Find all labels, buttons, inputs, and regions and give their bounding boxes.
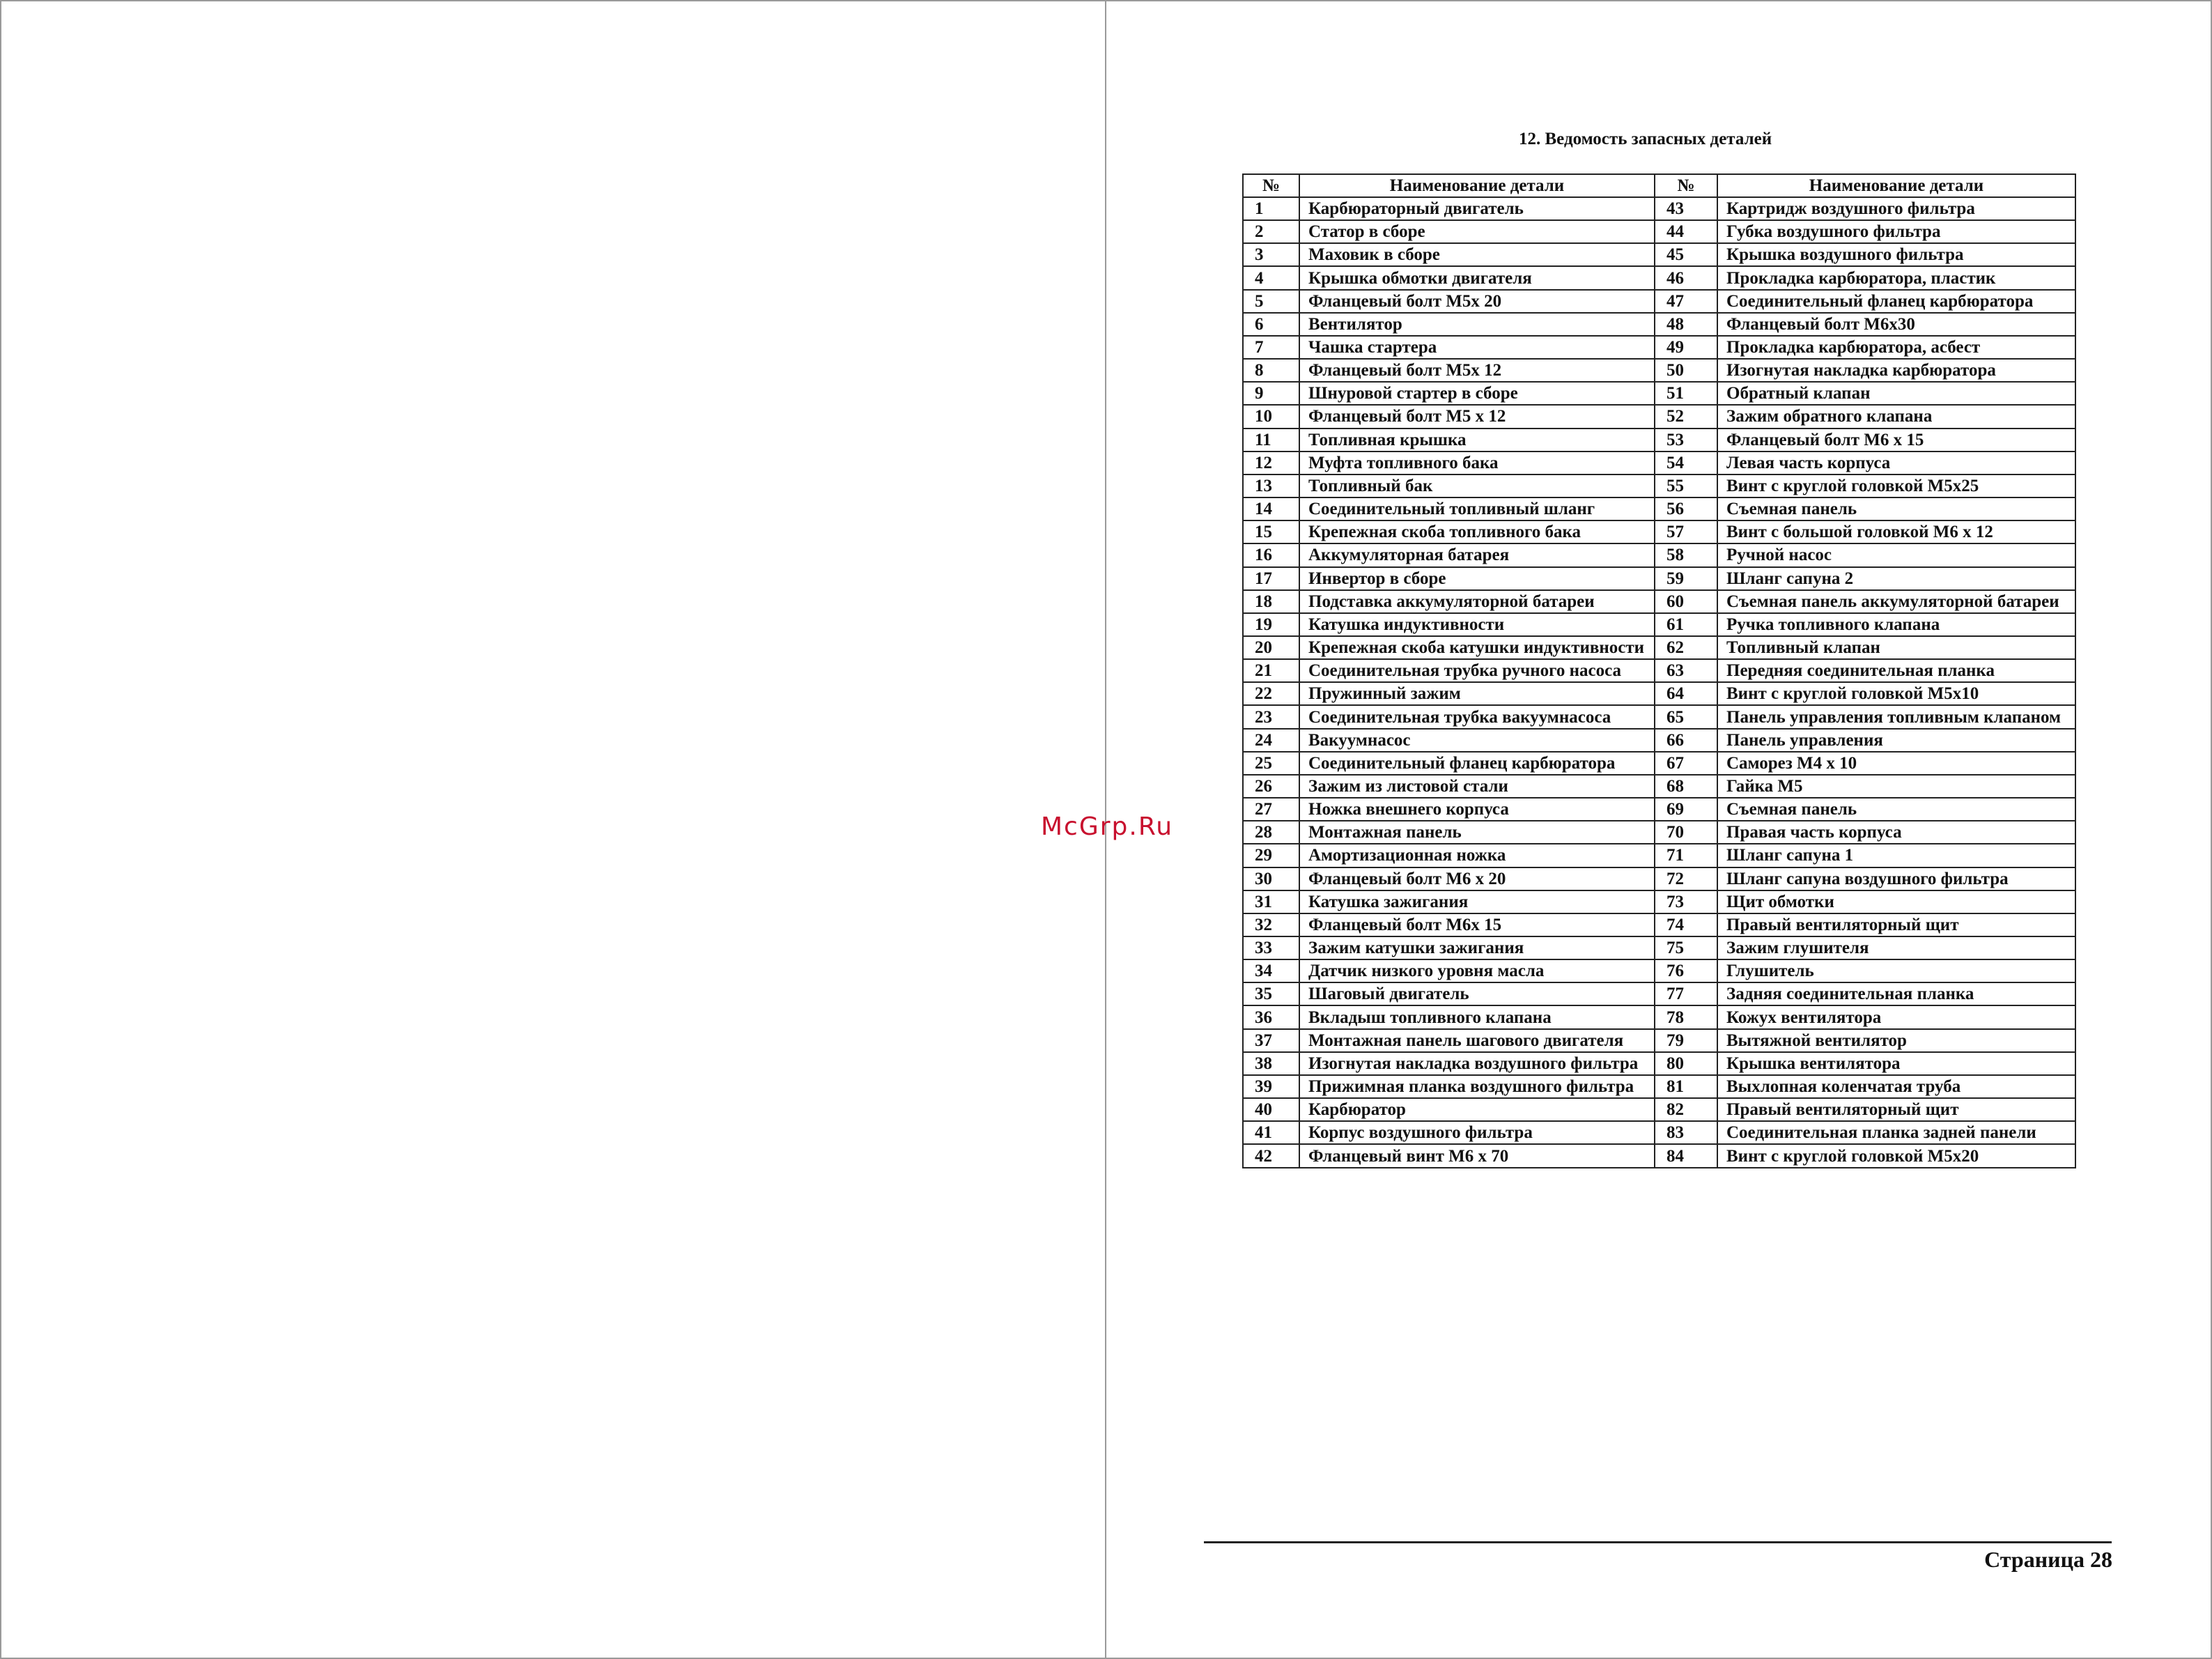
part-number-left: 34 — [1243, 959, 1299, 982]
part-number-left: 13 — [1243, 474, 1299, 497]
part-name-right: Топливный клапан — [1717, 636, 2075, 659]
table-row — [1243, 452, 2075, 474]
part-name-left: Соединительный топливный шланг — [1299, 497, 1655, 520]
part-name-left: Маховик в сборе — [1299, 243, 1655, 266]
part-name-left: Корпус воздушного фильтра — [1299, 1121, 1655, 1144]
table-row — [1243, 520, 2075, 543]
part-name-right: Левая часть корпуса — [1717, 452, 2075, 474]
table-row — [1243, 197, 2075, 220]
part-name-right: Съемная панель — [1717, 798, 2075, 821]
column-header-number-right: № — [1655, 174, 1717, 197]
part-number-left: 33 — [1243, 936, 1299, 959]
part-name-right: Задняя соединительная планка — [1717, 982, 2075, 1005]
part-number-right: 73 — [1655, 890, 1717, 913]
table-row — [1243, 1075, 2075, 1098]
part-name-right: Губка воздушного фильтра — [1717, 220, 2075, 243]
part-name-right: Шланг сапуна 1 — [1717, 844, 2075, 867]
part-name-left: Топливный бак — [1299, 474, 1655, 497]
part-number-left: 22 — [1243, 682, 1299, 705]
part-name-left: Топливная крышка — [1299, 429, 1655, 452]
table-header-row — [1243, 174, 2075, 197]
part-name-right: Ручка топливного клапана — [1717, 613, 2075, 636]
part-name-left: Фланцевый болт М5х 20 — [1299, 290, 1655, 313]
part-number-left: 17 — [1243, 567, 1299, 590]
part-number-left: 4 — [1243, 266, 1299, 289]
part-number-right: 72 — [1655, 867, 1717, 890]
part-name-right: Прокладка карбюратора, асбест — [1717, 336, 2075, 359]
part-number-left: 29 — [1243, 844, 1299, 867]
part-name-left: Монтажная панель — [1299, 821, 1655, 844]
table-row — [1243, 382, 2075, 405]
part-name-right: Фланцевый болт М6х30 — [1717, 313, 2075, 336]
table-row — [1243, 590, 2075, 613]
table-row — [1243, 659, 2075, 682]
part-name-left: Инвертор в сборе — [1299, 567, 1655, 590]
part-number-left: 19 — [1243, 613, 1299, 636]
part-name-right: Обратный клапан — [1717, 382, 2075, 405]
part-number-right: 45 — [1655, 243, 1717, 266]
part-number-right: 67 — [1655, 752, 1717, 775]
part-name-right: Шланг сапуна воздушного фильтра — [1717, 867, 2075, 890]
part-number-right: 47 — [1655, 290, 1717, 313]
table-row — [1243, 936, 2075, 959]
part-name-left: Фланцевый болт М6 х 20 — [1299, 867, 1655, 890]
part-name-right: Панель управления — [1717, 729, 2075, 752]
part-name-left: Подставка аккумуляторной батареи — [1299, 590, 1655, 613]
part-number-right: 61 — [1655, 613, 1717, 636]
part-name-right: Фланцевый болт М6 х 15 — [1717, 429, 2075, 452]
part-number-left: 35 — [1243, 982, 1299, 1005]
table-row — [1243, 405, 2075, 428]
part-number-left: 12 — [1243, 452, 1299, 474]
part-name-left: Фланцевый болт М6х 15 — [1299, 913, 1655, 936]
part-name-right: Винт с круглой головкой М5х25 — [1717, 474, 2075, 497]
part-name-right: Глушитель — [1717, 959, 2075, 982]
part-name-right: Правый вентиляторный щит — [1717, 1098, 2075, 1121]
part-number-left: 41 — [1243, 1121, 1299, 1144]
table-row — [1243, 1005, 2075, 1028]
column-header-number-left: № — [1243, 174, 1299, 197]
part-number-right: 55 — [1655, 474, 1717, 497]
part-number-left: 18 — [1243, 590, 1299, 613]
column-header-name-left: Наименование детали — [1299, 174, 1655, 197]
part-name-right: Крышка вентилятора — [1717, 1052, 2075, 1075]
table-row — [1243, 613, 2075, 636]
part-number-left: 39 — [1243, 1075, 1299, 1098]
part-number-left: 42 — [1243, 1144, 1299, 1168]
part-number-right: 80 — [1655, 1052, 1717, 1075]
part-number-right: 83 — [1655, 1121, 1717, 1144]
part-name-left: Аккумуляторная батарея — [1299, 543, 1655, 566]
part-number-right: 82 — [1655, 1098, 1717, 1121]
part-name-left: Карбюраторный двигатель — [1299, 197, 1655, 220]
part-name-left: Зажим катушки зажигания — [1299, 936, 1655, 959]
part-number-right: 54 — [1655, 452, 1717, 474]
spare-parts-table — [1242, 173, 2076, 1168]
part-number-left: 26 — [1243, 775, 1299, 798]
part-number-right: 71 — [1655, 844, 1717, 867]
footer-divider — [1204, 1541, 2112, 1543]
part-name-left: Крышка обмотки двигателя — [1299, 266, 1655, 289]
table-row — [1243, 313, 2075, 336]
part-name-left: Катушка зажигания — [1299, 890, 1655, 913]
table-row — [1243, 474, 2075, 497]
part-number-left: 11 — [1243, 429, 1299, 452]
part-name-right: Щит обмотки — [1717, 890, 2075, 913]
part-name-right: Винт с круглой головкой М5х10 — [1717, 682, 2075, 705]
part-number-right: 46 — [1655, 266, 1717, 289]
table-row — [1243, 636, 2075, 659]
part-name-left: Монтажная панель шагового двигателя — [1299, 1029, 1655, 1052]
part-number-right: 76 — [1655, 959, 1717, 982]
table-row — [1243, 890, 2075, 913]
part-name-left: Шаговый двигатель — [1299, 982, 1655, 1005]
part-number-right: 70 — [1655, 821, 1717, 844]
part-number-right: 53 — [1655, 429, 1717, 452]
part-number-left: 9 — [1243, 382, 1299, 405]
part-name-left: Соединительная трубка вакуумнасоса — [1299, 705, 1655, 728]
table-row — [1243, 775, 2075, 798]
part-number-right: 58 — [1655, 543, 1717, 566]
part-number-right: 79 — [1655, 1029, 1717, 1052]
part-name-right: Винт с большой головкой М6 х 12 — [1717, 520, 2075, 543]
part-number-left: 21 — [1243, 659, 1299, 682]
part-number-right: 51 — [1655, 382, 1717, 405]
part-name-right: Соединительная планка задней панели — [1717, 1121, 2075, 1144]
part-number-left: 37 — [1243, 1029, 1299, 1052]
part-name-right: Ручной насос — [1717, 543, 2075, 566]
part-number-left: 25 — [1243, 752, 1299, 775]
table-row — [1243, 290, 2075, 313]
part-number-left: 23 — [1243, 705, 1299, 728]
part-number-left: 32 — [1243, 913, 1299, 936]
part-name-left: Карбюратор — [1299, 1098, 1655, 1121]
part-name-right: Передняя соединительная планка — [1717, 659, 2075, 682]
part-name-right: Крышка воздушного фильтра — [1717, 243, 2075, 266]
part-name-right: Выхлопная коленчатая труба — [1717, 1075, 2075, 1098]
part-name-left: Пружинный зажим — [1299, 682, 1655, 705]
table-row — [1243, 982, 2075, 1005]
part-number-left: 31 — [1243, 890, 1299, 913]
part-name-left: Катушка индуктивности — [1299, 613, 1655, 636]
table-row — [1243, 867, 2075, 890]
table-row — [1243, 567, 2075, 590]
part-name-right: Шланг сапуна 2 — [1717, 567, 2075, 590]
part-name-right: Картридж воздушного фильтра — [1717, 197, 2075, 220]
part-number-right: 69 — [1655, 798, 1717, 821]
part-name-left: Амортизационная ножка — [1299, 844, 1655, 867]
part-name-right: Съемная панель аккумуляторной батареи — [1717, 590, 2075, 613]
table-row — [1243, 1121, 2075, 1144]
table-row — [1243, 705, 2075, 728]
table-row — [1243, 821, 2075, 844]
part-number-left: 8 — [1243, 359, 1299, 382]
part-name-left: Зажим из листовой стали — [1299, 775, 1655, 798]
section-title: 12. Ведомость запасных деталей — [1519, 130, 1772, 148]
part-name-left: Муфта топливного бака — [1299, 452, 1655, 474]
part-name-right: Правая часть корпуса — [1717, 821, 2075, 844]
part-number-left: 24 — [1243, 729, 1299, 752]
part-number-right: 81 — [1655, 1075, 1717, 1098]
table-row — [1243, 729, 2075, 752]
part-name-right: Зажим глушителя — [1717, 936, 2075, 959]
table-row — [1243, 243, 2075, 266]
part-number-right: 44 — [1655, 220, 1717, 243]
part-name-right: Винт с круглой головкой М5х20 — [1717, 1144, 2075, 1168]
part-number-left: 28 — [1243, 821, 1299, 844]
table-row — [1243, 1052, 2075, 1075]
table-row — [1243, 913, 2075, 936]
watermark-text: McGrp.Ru — [1041, 812, 1174, 841]
part-name-left: Фланцевый болт М5 х 12 — [1299, 405, 1655, 428]
part-number-right: 62 — [1655, 636, 1717, 659]
part-number-left: 20 — [1243, 636, 1299, 659]
part-number-right: 59 — [1655, 567, 1717, 590]
part-number-left: 14 — [1243, 497, 1299, 520]
part-name-left: Крепежная скоба топливного бака — [1299, 520, 1655, 543]
part-name-right: Соединительный фланец карбюратора — [1717, 290, 2075, 313]
part-number-right: 63 — [1655, 659, 1717, 682]
part-number-right: 57 — [1655, 520, 1717, 543]
part-number-right: 65 — [1655, 705, 1717, 728]
part-name-right: Изогнутая накладка карбюратора — [1717, 359, 2075, 382]
part-number-right: 49 — [1655, 336, 1717, 359]
part-number-right: 84 — [1655, 1144, 1717, 1168]
part-number-left: 40 — [1243, 1098, 1299, 1121]
part-name-right: Прокладка карбюратора, пластик — [1717, 266, 2075, 289]
part-number-right: 43 — [1655, 197, 1717, 220]
part-name-right: Панель управления топливным клапаном — [1717, 705, 2075, 728]
part-name-left: Изогнутая накладка воздушного фильтра — [1299, 1052, 1655, 1075]
part-number-right: 56 — [1655, 497, 1717, 520]
part-number-left: 36 — [1243, 1005, 1299, 1028]
table-row — [1243, 543, 2075, 566]
table-row — [1243, 1144, 2075, 1168]
table-row — [1243, 429, 2075, 452]
part-name-right: Съемная панель — [1717, 497, 2075, 520]
part-number-right: 64 — [1655, 682, 1717, 705]
table-row — [1243, 844, 2075, 867]
part-number-left: 3 — [1243, 243, 1299, 266]
table-row — [1243, 359, 2075, 382]
part-name-left: Соединительный фланец карбюратора — [1299, 752, 1655, 775]
part-number-left: 27 — [1243, 798, 1299, 821]
table-row — [1243, 497, 2075, 520]
table-body — [1243, 197, 2075, 1168]
part-name-left: Вентилятор — [1299, 313, 1655, 336]
column-header-name-right: Наименование детали — [1717, 174, 2075, 197]
part-name-left: Датчик низкого уровня масла — [1299, 959, 1655, 982]
part-name-right: Гайка М5 — [1717, 775, 2075, 798]
part-number-left: 6 — [1243, 313, 1299, 336]
part-name-left: Шнуровой стартер в сборе — [1299, 382, 1655, 405]
part-number-left: 1 — [1243, 197, 1299, 220]
table-row — [1243, 1098, 2075, 1121]
part-name-right: Правый вентиляторный щит — [1717, 913, 2075, 936]
part-number-left: 15 — [1243, 520, 1299, 543]
table-row — [1243, 266, 2075, 289]
table-row — [1243, 798, 2075, 821]
part-name-left: Прижимная планка воздушного фильтра — [1299, 1075, 1655, 1098]
table-row — [1243, 752, 2075, 775]
part-number-left: 38 — [1243, 1052, 1299, 1075]
part-name-right: Вытяжной вентилятор — [1717, 1029, 2075, 1052]
part-number-left: 7 — [1243, 336, 1299, 359]
part-number-left: 5 — [1243, 290, 1299, 313]
part-name-right: Кожух вентилятора — [1717, 1005, 2075, 1028]
part-number-right: 77 — [1655, 982, 1717, 1005]
part-name-left: Соединительная трубка ручного насоса — [1299, 659, 1655, 682]
page-number: Страница 28 — [1984, 1547, 2112, 1572]
part-name-left: Фланцевый болт М5х 12 — [1299, 359, 1655, 382]
table-row — [1243, 682, 2075, 705]
part-number-right: 48 — [1655, 313, 1717, 336]
table-row — [1243, 959, 2075, 982]
part-number-right: 74 — [1655, 913, 1717, 936]
part-number-right: 66 — [1655, 729, 1717, 752]
table-row — [1243, 220, 2075, 243]
part-number-right: 60 — [1655, 590, 1717, 613]
part-name-left: Фланцевый винт М6 х 70 — [1299, 1144, 1655, 1168]
part-number-right: 50 — [1655, 359, 1717, 382]
part-number-right: 52 — [1655, 405, 1717, 428]
part-number-left: 16 — [1243, 543, 1299, 566]
part-name-right: Зажим обратного клапана — [1717, 405, 2075, 428]
part-name-left: Вкладыш топливного клапана — [1299, 1005, 1655, 1028]
part-number-right: 68 — [1655, 775, 1717, 798]
table-row — [1243, 336, 2075, 359]
part-number-right: 78 — [1655, 1005, 1717, 1028]
part-number-right: 75 — [1655, 936, 1717, 959]
part-name-left: Чашка стартера — [1299, 336, 1655, 359]
part-name-left: Крепежная скоба катушки индуктивности — [1299, 636, 1655, 659]
part-name-left: Статор в сборе — [1299, 220, 1655, 243]
table-row — [1243, 1029, 2075, 1052]
part-number-left: 30 — [1243, 867, 1299, 890]
part-number-left: 10 — [1243, 405, 1299, 428]
part-name-right: Саморез М4 х 10 — [1717, 752, 2075, 775]
part-name-left: Вакуумнасос — [1299, 729, 1655, 752]
part-number-left: 2 — [1243, 220, 1299, 243]
part-name-left: Ножка внешнего корпуса — [1299, 798, 1655, 821]
